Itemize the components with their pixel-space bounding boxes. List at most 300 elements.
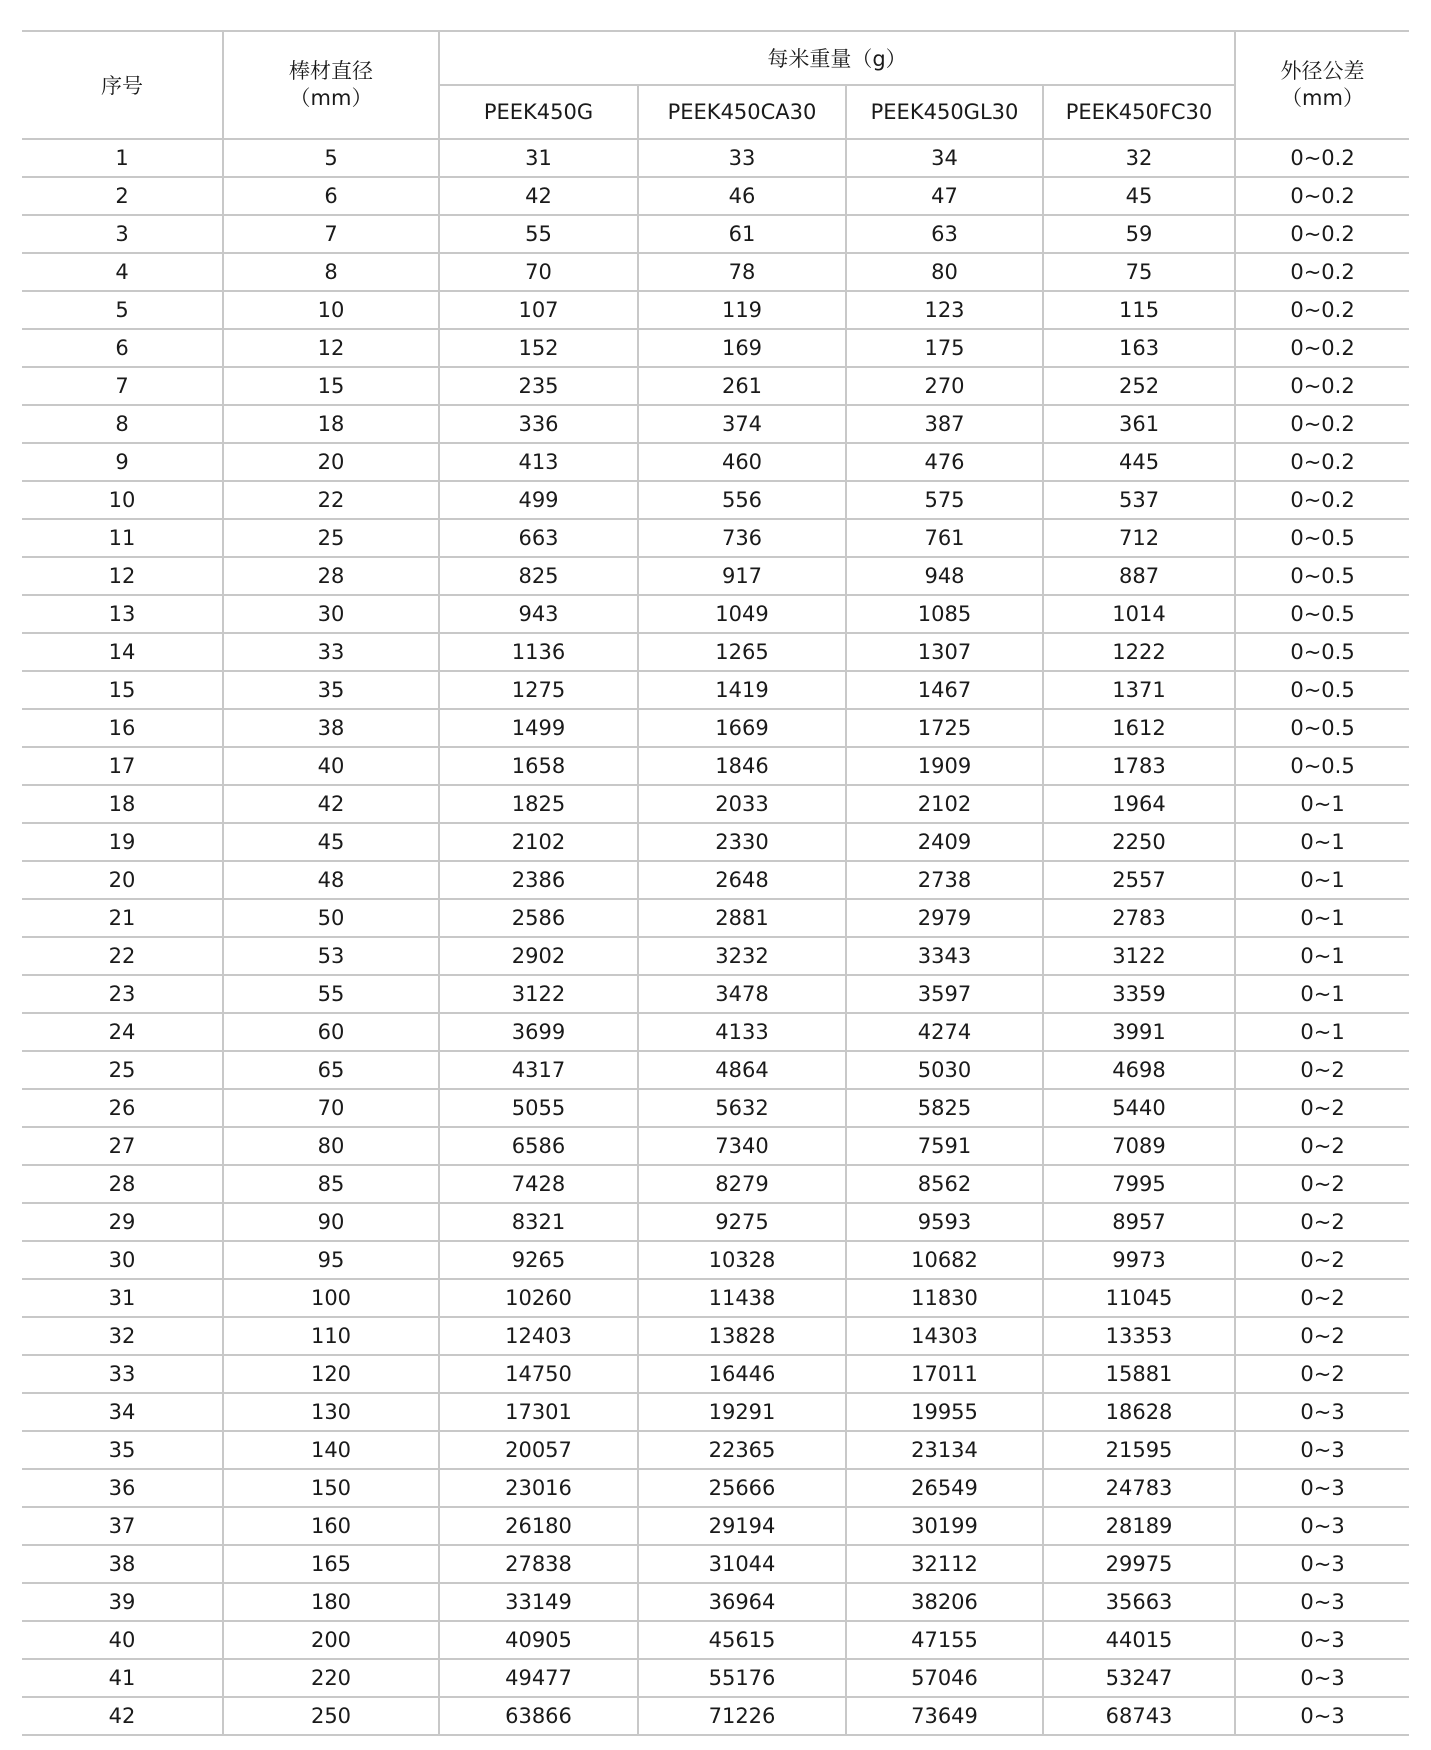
table-header xyxy=(22,31,1409,139)
cell-index: 42 xyxy=(22,1697,223,1735)
cell-tolerance: 0~3 xyxy=(1235,1545,1409,1583)
cell-weight-peek450g: 1499 xyxy=(439,709,638,747)
cell-index: 1 xyxy=(22,139,223,177)
cell-weight-peek450gl30: 8562 xyxy=(846,1165,1043,1203)
cell-tolerance: 0~2 xyxy=(1235,1089,1409,1127)
table-row xyxy=(22,785,1409,823)
cell-weight-peek450ca30: 16446 xyxy=(638,1355,846,1393)
cell-weight-peek450g: 42 xyxy=(439,177,638,215)
cell-weight-peek450ca30: 22365 xyxy=(638,1431,846,1469)
table-row xyxy=(22,177,1409,215)
cell-weight-peek450ca30: 11438 xyxy=(638,1279,846,1317)
table-row xyxy=(22,1393,1409,1431)
cell-diameter: 180 xyxy=(223,1583,439,1621)
cell-index: 14 xyxy=(22,633,223,671)
cell-weight-peek450g: 943 xyxy=(439,595,638,633)
cell-index: 23 xyxy=(22,975,223,1013)
cell-diameter: 10 xyxy=(223,291,439,329)
cell-tolerance: 0~0.2 xyxy=(1235,367,1409,405)
cell-diameter: 28 xyxy=(223,557,439,595)
cell-weight-peek450g: 8321 xyxy=(439,1203,638,1241)
cell-tolerance: 0~0.2 xyxy=(1235,329,1409,367)
cell-tolerance: 0~0.2 xyxy=(1235,177,1409,215)
cell-weight-peek450g: 63866 xyxy=(439,1697,638,1735)
cell-weight-peek450ca30: 10328 xyxy=(638,1241,846,1279)
cell-weight-peek450gl30: 2979 xyxy=(846,899,1043,937)
cell-index: 7 xyxy=(22,367,223,405)
header-grade-peek450ca30: PEEK450CA30 xyxy=(638,85,846,139)
cell-weight-peek450fc30: 1612 xyxy=(1043,709,1235,747)
cell-weight-peek450gl30: 11830 xyxy=(846,1279,1043,1317)
table-row xyxy=(22,671,1409,709)
table-row xyxy=(22,291,1409,329)
cell-diameter: 165 xyxy=(223,1545,439,1583)
table-row xyxy=(22,1051,1409,1089)
table-row xyxy=(22,1317,1409,1355)
cell-weight-peek450gl30: 47 xyxy=(846,177,1043,215)
cell-weight-peek450ca30: 7340 xyxy=(638,1127,846,1165)
cell-weight-peek450gl30: 80 xyxy=(846,253,1043,291)
cell-weight-peek450ca30: 29194 xyxy=(638,1507,846,1545)
cell-diameter: 22 xyxy=(223,481,439,519)
cell-index: 4 xyxy=(22,253,223,291)
cell-tolerance: 0~0.2 xyxy=(1235,253,1409,291)
table-row xyxy=(22,139,1409,177)
cell-weight-peek450gl30: 57046 xyxy=(846,1659,1043,1697)
cell-weight-peek450fc30: 3359 xyxy=(1043,975,1235,1013)
table-row xyxy=(22,1127,1409,1165)
cell-weight-peek450ca30: 36964 xyxy=(638,1583,846,1621)
cell-weight-peek450gl30: 34 xyxy=(846,139,1043,177)
cell-weight-peek450g: 413 xyxy=(439,443,638,481)
cell-weight-peek450ca30: 13828 xyxy=(638,1317,846,1355)
cell-weight-peek450g: 107 xyxy=(439,291,638,329)
cell-index: 21 xyxy=(22,899,223,937)
cell-diameter: 15 xyxy=(223,367,439,405)
header-diameter xyxy=(223,31,439,139)
cell-weight-peek450g: 31 xyxy=(439,139,638,177)
cell-diameter: 60 xyxy=(223,1013,439,1051)
cell-diameter: 85 xyxy=(223,1165,439,1203)
cell-diameter: 20 xyxy=(223,443,439,481)
cell-weight-peek450g: 20057 xyxy=(439,1431,638,1469)
cell-weight-peek450fc30: 2783 xyxy=(1043,899,1235,937)
cell-weight-peek450g: 1136 xyxy=(439,633,638,671)
cell-diameter: 65 xyxy=(223,1051,439,1089)
cell-diameter: 42 xyxy=(223,785,439,823)
cell-diameter: 220 xyxy=(223,1659,439,1697)
cell-diameter: 38 xyxy=(223,709,439,747)
cell-weight-peek450gl30: 1085 xyxy=(846,595,1043,633)
cell-index: 19 xyxy=(22,823,223,861)
cell-weight-peek450fc30: 1783 xyxy=(1043,747,1235,785)
cell-weight-peek450ca30: 261 xyxy=(638,367,846,405)
cell-weight-peek450g: 40905 xyxy=(439,1621,638,1659)
cell-weight-peek450g: 3122 xyxy=(439,975,638,1013)
cell-weight-peek450ca30: 78 xyxy=(638,253,846,291)
cell-weight-peek450fc30: 8957 xyxy=(1043,1203,1235,1241)
cell-index: 24 xyxy=(22,1013,223,1051)
cell-weight-peek450ca30: 46 xyxy=(638,177,846,215)
cell-weight-peek450g: 1825 xyxy=(439,785,638,823)
table-row xyxy=(22,975,1409,1013)
cell-weight-peek450ca30: 33 xyxy=(638,139,846,177)
cell-index: 10 xyxy=(22,481,223,519)
cell-diameter: 80 xyxy=(223,1127,439,1165)
cell-weight-peek450fc30: 115 xyxy=(1043,291,1235,329)
table-row xyxy=(22,1507,1409,1545)
cell-weight-peek450fc30: 9973 xyxy=(1043,1241,1235,1279)
cell-weight-peek450g: 336 xyxy=(439,405,638,443)
cell-weight-peek450gl30: 1467 xyxy=(846,671,1043,709)
cell-diameter: 6 xyxy=(223,177,439,215)
cell-index: 25 xyxy=(22,1051,223,1089)
cell-index: 5 xyxy=(22,291,223,329)
cell-weight-peek450g: 6586 xyxy=(439,1127,638,1165)
cell-weight-peek450g: 9265 xyxy=(439,1241,638,1279)
cell-tolerance: 0~3 xyxy=(1235,1583,1409,1621)
table-body xyxy=(22,139,1409,1735)
cell-index: 32 xyxy=(22,1317,223,1355)
cell-diameter: 140 xyxy=(223,1431,439,1469)
cell-weight-peek450fc30: 2250 xyxy=(1043,823,1235,861)
cell-weight-peek450g: 499 xyxy=(439,481,638,519)
cell-index: 16 xyxy=(22,709,223,747)
cell-weight-peek450gl30: 1725 xyxy=(846,709,1043,747)
cell-weight-peek450g: 27838 xyxy=(439,1545,638,1583)
cell-weight-peek450ca30: 1669 xyxy=(638,709,846,747)
cell-weight-peek450g: 663 xyxy=(439,519,638,557)
cell-weight-peek450fc30: 712 xyxy=(1043,519,1235,557)
cell-weight-peek450g: 2902 xyxy=(439,937,638,975)
cell-weight-peek450fc30: 445 xyxy=(1043,443,1235,481)
cell-weight-peek450fc30: 29975 xyxy=(1043,1545,1235,1583)
cell-weight-peek450gl30: 9593 xyxy=(846,1203,1043,1241)
cell-tolerance: 0~3 xyxy=(1235,1431,1409,1469)
cell-weight-peek450g: 1658 xyxy=(439,747,638,785)
table-row xyxy=(22,861,1409,899)
cell-weight-peek450gl30: 2409 xyxy=(846,823,1043,861)
cell-index: 31 xyxy=(22,1279,223,1317)
header-diameter-label: 棒材直径 xyxy=(289,59,373,83)
cell-weight-peek450fc30: 68743 xyxy=(1043,1697,1235,1735)
cell-index: 28 xyxy=(22,1165,223,1203)
cell-weight-peek450g: 33149 xyxy=(439,1583,638,1621)
cell-weight-peek450ca30: 9275 xyxy=(638,1203,846,1241)
cell-weight-peek450fc30: 15881 xyxy=(1043,1355,1235,1393)
cell-tolerance: 0~0.2 xyxy=(1235,291,1409,329)
cell-tolerance: 0~3 xyxy=(1235,1393,1409,1431)
table-row xyxy=(22,1621,1409,1659)
table-row xyxy=(22,1203,1409,1241)
cell-index: 22 xyxy=(22,937,223,975)
cell-weight-peek450fc30: 18628 xyxy=(1043,1393,1235,1431)
table-row xyxy=(22,633,1409,671)
cell-weight-peek450ca30: 61 xyxy=(638,215,846,253)
cell-tolerance: 0~1 xyxy=(1235,823,1409,861)
cell-weight-peek450gl30: 26549 xyxy=(846,1469,1043,1507)
cell-diameter: 70 xyxy=(223,1089,439,1127)
cell-weight-peek450fc30: 361 xyxy=(1043,405,1235,443)
cell-tolerance: 0~1 xyxy=(1235,937,1409,975)
cell-diameter: 55 xyxy=(223,975,439,1013)
header-grade-peek450gl30: PEEK450GL30 xyxy=(846,85,1043,139)
cell-diameter: 25 xyxy=(223,519,439,557)
cell-tolerance: 0~1 xyxy=(1235,861,1409,899)
cell-weight-peek450gl30: 2102 xyxy=(846,785,1043,823)
cell-weight-peek450ca30: 71226 xyxy=(638,1697,846,1735)
cell-weight-peek450gl30: 10682 xyxy=(846,1241,1043,1279)
cell-diameter: 45 xyxy=(223,823,439,861)
cell-tolerance: 0~2 xyxy=(1235,1355,1409,1393)
cell-weight-peek450gl30: 7591 xyxy=(846,1127,1043,1165)
cell-weight-peek450ca30: 917 xyxy=(638,557,846,595)
cell-diameter: 30 xyxy=(223,595,439,633)
cell-weight-peek450ca30: 1049 xyxy=(638,595,846,633)
cell-weight-peek450g: 14750 xyxy=(439,1355,638,1393)
cell-weight-peek450ca30: 2330 xyxy=(638,823,846,861)
cell-weight-peek450fc30: 1964 xyxy=(1043,785,1235,823)
cell-weight-peek450gl30: 761 xyxy=(846,519,1043,557)
cell-weight-peek450g: 152 xyxy=(439,329,638,367)
cell-weight-peek450gl30: 32112 xyxy=(846,1545,1043,1583)
cell-weight-peek450gl30: 17011 xyxy=(846,1355,1043,1393)
table-row xyxy=(22,253,1409,291)
table-row xyxy=(22,367,1409,405)
cell-weight-peek450ca30: 19291 xyxy=(638,1393,846,1431)
header-grade-peek450g: PEEK450G xyxy=(439,85,638,139)
table-row xyxy=(22,595,1409,633)
cell-diameter: 7 xyxy=(223,215,439,253)
cell-index: 12 xyxy=(22,557,223,595)
cell-tolerance: 0~1 xyxy=(1235,899,1409,937)
cell-weight-peek450gl30: 38206 xyxy=(846,1583,1043,1621)
cell-tolerance: 0~0.2 xyxy=(1235,215,1409,253)
cell-diameter: 90 xyxy=(223,1203,439,1241)
cell-weight-peek450g: 12403 xyxy=(439,1317,638,1355)
cell-weight-peek450ca30: 25666 xyxy=(638,1469,846,1507)
cell-weight-peek450ca30: 45615 xyxy=(638,1621,846,1659)
cell-weight-peek450gl30: 476 xyxy=(846,443,1043,481)
cell-diameter: 35 xyxy=(223,671,439,709)
table-row xyxy=(22,1431,1409,1469)
cell-tolerance: 0~0.2 xyxy=(1235,443,1409,481)
cell-weight-peek450g: 10260 xyxy=(439,1279,638,1317)
table-row xyxy=(22,1697,1409,1735)
cell-index: 27 xyxy=(22,1127,223,1165)
cell-weight-peek450g: 26180 xyxy=(439,1507,638,1545)
cell-weight-peek450g: 4317 xyxy=(439,1051,638,1089)
header-diameter-unit: （mm） xyxy=(289,86,373,110)
table-row xyxy=(22,823,1409,861)
cell-diameter: 12 xyxy=(223,329,439,367)
cell-weight-peek450gl30: 73649 xyxy=(846,1697,1043,1735)
cell-tolerance: 0~2 xyxy=(1235,1241,1409,1279)
cell-index: 30 xyxy=(22,1241,223,1279)
cell-diameter: 120 xyxy=(223,1355,439,1393)
cell-weight-peek450fc30: 163 xyxy=(1043,329,1235,367)
cell-tolerance: 0~0.5 xyxy=(1235,595,1409,633)
cell-weight-peek450gl30: 948 xyxy=(846,557,1043,595)
cell-weight-peek450fc30: 1371 xyxy=(1043,671,1235,709)
cell-weight-peek450fc30: 11045 xyxy=(1043,1279,1235,1317)
cell-weight-peek450fc30: 13353 xyxy=(1043,1317,1235,1355)
table-row xyxy=(22,1241,1409,1279)
cell-tolerance: 0~1 xyxy=(1235,785,1409,823)
cell-weight-peek450g: 70 xyxy=(439,253,638,291)
cell-index: 13 xyxy=(22,595,223,633)
cell-weight-peek450gl30: 14303 xyxy=(846,1317,1043,1355)
cell-index: 37 xyxy=(22,1507,223,1545)
cell-weight-peek450ca30: 736 xyxy=(638,519,846,557)
cell-weight-peek450gl30: 270 xyxy=(846,367,1043,405)
cell-weight-peek450g: 825 xyxy=(439,557,638,595)
cell-index: 6 xyxy=(22,329,223,367)
cell-tolerance: 0~0.5 xyxy=(1235,747,1409,785)
table-row xyxy=(22,1659,1409,1697)
cell-tolerance: 0~2 xyxy=(1235,1051,1409,1089)
cell-weight-peek450g: 7428 xyxy=(439,1165,638,1203)
table-row xyxy=(22,709,1409,747)
table-row xyxy=(22,443,1409,481)
cell-weight-peek450fc30: 537 xyxy=(1043,481,1235,519)
cell-tolerance: 0~2 xyxy=(1235,1127,1409,1165)
cell-index: 20 xyxy=(22,861,223,899)
table-row xyxy=(22,937,1409,975)
table-row xyxy=(22,1089,1409,1127)
cell-weight-peek450ca30: 556 xyxy=(638,481,846,519)
cell-tolerance: 0~1 xyxy=(1235,1013,1409,1051)
cell-weight-peek450gl30: 175 xyxy=(846,329,1043,367)
cell-index: 11 xyxy=(22,519,223,557)
cell-weight-peek450fc30: 24783 xyxy=(1043,1469,1235,1507)
cell-weight-peek450ca30: 55176 xyxy=(638,1659,846,1697)
table-row xyxy=(22,329,1409,367)
cell-weight-peek450fc30: 252 xyxy=(1043,367,1235,405)
cell-weight-peek450gl30: 387 xyxy=(846,405,1043,443)
cell-weight-peek450gl30: 3597 xyxy=(846,975,1043,1013)
table-row xyxy=(22,1013,1409,1051)
cell-weight-peek450ca30: 3478 xyxy=(638,975,846,1013)
cell-tolerance: 0~1 xyxy=(1235,975,1409,1013)
cell-index: 39 xyxy=(22,1583,223,1621)
cell-weight-peek450gl30: 1909 xyxy=(846,747,1043,785)
cell-diameter: 18 xyxy=(223,405,439,443)
table-row xyxy=(22,405,1409,443)
cell-weight-peek450g: 2102 xyxy=(439,823,638,861)
cell-index: 17 xyxy=(22,747,223,785)
cell-weight-peek450gl30: 30199 xyxy=(846,1507,1043,1545)
cell-weight-peek450gl30: 123 xyxy=(846,291,1043,329)
cell-weight-peek450gl30: 47155 xyxy=(846,1621,1043,1659)
peek-rod-weight-table xyxy=(22,30,1409,1736)
cell-weight-peek450ca30: 1265 xyxy=(638,633,846,671)
table-row xyxy=(22,481,1409,519)
cell-weight-peek450fc30: 45 xyxy=(1043,177,1235,215)
cell-weight-peek450ca30: 31044 xyxy=(638,1545,846,1583)
cell-weight-peek450gl30: 5825 xyxy=(846,1089,1043,1127)
header-grade-peek450fc30: PEEK450FC30 xyxy=(1043,85,1235,139)
cell-diameter: 5 xyxy=(223,139,439,177)
cell-weight-peek450fc30: 35663 xyxy=(1043,1583,1235,1621)
cell-weight-peek450gl30: 575 xyxy=(846,481,1043,519)
cell-diameter: 150 xyxy=(223,1469,439,1507)
cell-weight-peek450ca30: 1419 xyxy=(638,671,846,709)
table-row xyxy=(22,1545,1409,1583)
cell-weight-peek450fc30: 21595 xyxy=(1043,1431,1235,1469)
cell-weight-peek450gl30: 5030 xyxy=(846,1051,1043,1089)
table-row xyxy=(22,215,1409,253)
cell-weight-peek450ca30: 1846 xyxy=(638,747,846,785)
cell-diameter: 40 xyxy=(223,747,439,785)
cell-tolerance: 0~0.5 xyxy=(1235,671,1409,709)
cell-weight-peek450fc30: 28189 xyxy=(1043,1507,1235,1545)
cell-tolerance: 0~0.5 xyxy=(1235,557,1409,595)
header-tolerance xyxy=(1235,31,1409,139)
cell-index: 9 xyxy=(22,443,223,481)
cell-index: 40 xyxy=(22,1621,223,1659)
cell-weight-peek450fc30: 44015 xyxy=(1043,1621,1235,1659)
table-row xyxy=(22,1583,1409,1621)
cell-diameter: 100 xyxy=(223,1279,439,1317)
cell-tolerance: 0~2 xyxy=(1235,1279,1409,1317)
cell-tolerance: 0~0.2 xyxy=(1235,405,1409,443)
cell-diameter: 200 xyxy=(223,1621,439,1659)
cell-weight-peek450fc30: 7995 xyxy=(1043,1165,1235,1203)
cell-weight-peek450fc30: 4698 xyxy=(1043,1051,1235,1089)
cell-weight-peek450g: 235 xyxy=(439,367,638,405)
cell-tolerance: 0~0.5 xyxy=(1235,519,1409,557)
cell-index: 35 xyxy=(22,1431,223,1469)
cell-weight-peek450g: 23016 xyxy=(439,1469,638,1507)
cell-weight-peek450g: 3699 xyxy=(439,1013,638,1051)
header-row-top xyxy=(22,31,1409,85)
cell-weight-peek450gl30: 63 xyxy=(846,215,1043,253)
cell-index: 8 xyxy=(22,405,223,443)
cell-weight-peek450gl30: 19955 xyxy=(846,1393,1043,1431)
cell-weight-peek450g: 2386 xyxy=(439,861,638,899)
cell-weight-peek450g: 49477 xyxy=(439,1659,638,1697)
cell-diameter: 53 xyxy=(223,937,439,975)
cell-diameter: 8 xyxy=(223,253,439,291)
cell-tolerance: 0~0.5 xyxy=(1235,709,1409,747)
cell-tolerance: 0~2 xyxy=(1235,1165,1409,1203)
cell-weight-peek450g: 55 xyxy=(439,215,638,253)
cell-tolerance: 0~2 xyxy=(1235,1203,1409,1241)
cell-index: 29 xyxy=(22,1203,223,1241)
cell-tolerance: 0~0.2 xyxy=(1235,139,1409,177)
cell-weight-peek450gl30: 1307 xyxy=(846,633,1043,671)
cell-weight-peek450fc30: 3122 xyxy=(1043,937,1235,975)
cell-weight-peek450ca30: 4133 xyxy=(638,1013,846,1051)
cell-index: 3 xyxy=(22,215,223,253)
cell-weight-peek450ca30: 8279 xyxy=(638,1165,846,1203)
cell-diameter: 130 xyxy=(223,1393,439,1431)
cell-diameter: 50 xyxy=(223,899,439,937)
cell-diameter: 95 xyxy=(223,1241,439,1279)
peek-rod-weight-table-container xyxy=(22,30,1409,1736)
cell-weight-peek450g: 1275 xyxy=(439,671,638,709)
cell-weight-peek450ca30: 2881 xyxy=(638,899,846,937)
cell-tolerance: 0~0.2 xyxy=(1235,481,1409,519)
cell-index: 38 xyxy=(22,1545,223,1583)
table-row xyxy=(22,1279,1409,1317)
cell-tolerance: 0~0.5 xyxy=(1235,633,1409,671)
cell-weight-peek450fc30: 2557 xyxy=(1043,861,1235,899)
cell-weight-peek450fc30: 53247 xyxy=(1043,1659,1235,1697)
cell-weight-peek450fc30: 5440 xyxy=(1043,1089,1235,1127)
cell-weight-peek450ca30: 460 xyxy=(638,443,846,481)
